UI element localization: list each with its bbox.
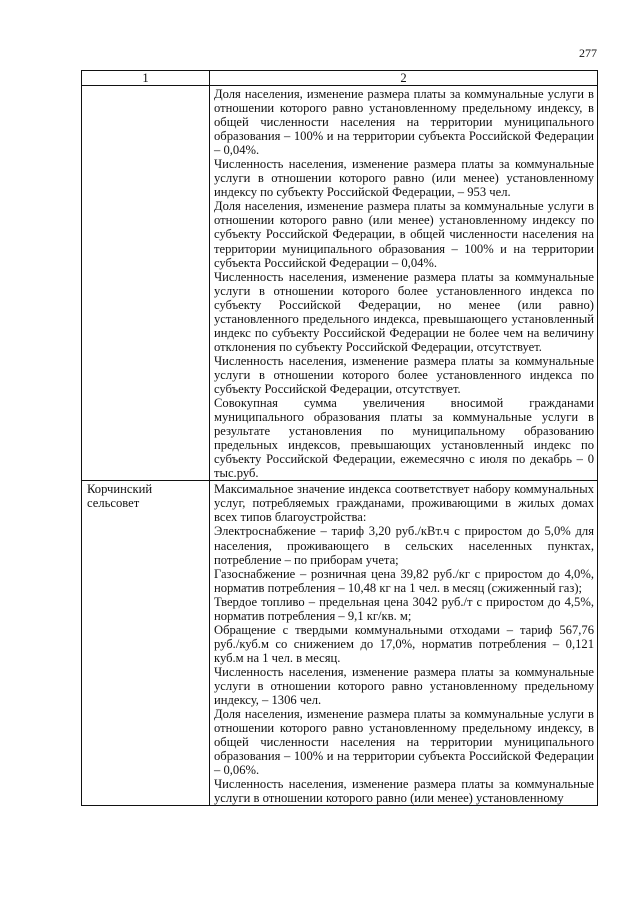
table-header-row [82,71,598,86]
paragraph: Доля населения, изменение размера платы за коммунальные услуги в отношении которого равно установленному предельному индексу, в общей численности населения на территории муниципального образования – 100% и на территории субъекта Российской Федерации – 0,06%. [214,707,594,778]
description-cell [210,86,598,481]
description-cell [210,481,598,806]
paragraph: Численность населения, изменение размера платы за коммунальные услуги в отношении которого равно (или менее) установленному [214,777,594,806]
paragraph: Доля населения, изменение размера платы за коммунальные услуги в отношении которого равно установленному предельному индексу, в общей численности населения на территории муниципального образования – 100% и на территории субъекта Российской Федерации – 0,04%. [214,87,594,158]
table-row [82,481,598,806]
column-header-1: 1 [82,71,210,86]
paragraph: Максимальное значение индекса соответствует набору коммунальных услуг, потребляемых гражданами, проживающими в жилых домах всех типов благоустройства: [214,482,594,525]
paragraph: Доля населения, изменение размера платы за коммунальные услуги в отношении которого равно (или менее) установленному индексу по субъекту Российской Федерации, в общей численности населения на территории муниципального образования – 100% и на территории субъекта Российской Федерации – 0,04%. [214,199,594,270]
paragraph: Совокупная сумма увеличения вносимой гражданами муниципального образования платы за коммунальные услуги в результате установления по муниципальному образованию предельных индексов, превышающих установленный индекс по субъекту Российской Федерации, ежемесячно с июля по декабрь – 0 тыс.руб. [214,396,594,481]
paragraph: Численность населения, изменение размера платы за коммунальные услуги в отношении которого более установленного индекса по субъекту Российской Федерации, но менее (или равно) установленного предельного индекса, превышающего установленный индекс по субъекту Российской Федерации не более чем на величину отклонения по субъекту Российской Федерации, отсутствует. [214,269,594,354]
column-header-2: 2 [210,71,598,86]
paragraph: Численность населения, изменение размера платы за коммунальные услуги в отношении которого равно (или менее) установленному индексу по субъекту Российской Федерации, – 953 чел. [214,157,594,200]
paragraph: Твердое топливо – предельная цена 3042 руб./т с приростом до 4,5%, норматив потребления – 9,1 кг/кв. м; [214,594,594,623]
page-number: 277 [579,46,597,60]
data-table [81,70,598,806]
region-cell [82,86,210,481]
paragraph: Электроснабжение – тариф 3,20 руб./кВт.ч с приростом до 5,0% для населения, проживающего в сельских населенных пунктах, потребление – по приборам учета; [214,524,594,567]
region-cell: Корчинский сельсовет [82,481,210,806]
paragraph: Обращение с твердыми коммунальными отходами – тариф 567,76 руб./куб.м со снижением до 17,0%, норматив потребления – 0,121 куб.м на 1 чел. в месяц. [214,622,594,665]
paragraph: Численность населения, изменение размера платы за коммунальные услуги в отношении которого более установленного индекса по субъекту Российской Федерации, отсутствует. [214,353,594,396]
paragraph: Численность населения, изменение размера платы за коммунальные услуги в отношении которого равно установленному предельному индексу, – 1306 чел. [214,664,594,708]
paragraph: Газоснабжение – розничная цена 39,82 руб./кг с приростом до 4,0%, норматив потребления – 10,48 кг на 1 чел. в месяц (сжиженный газ); [214,566,594,595]
table-row [82,86,598,481]
